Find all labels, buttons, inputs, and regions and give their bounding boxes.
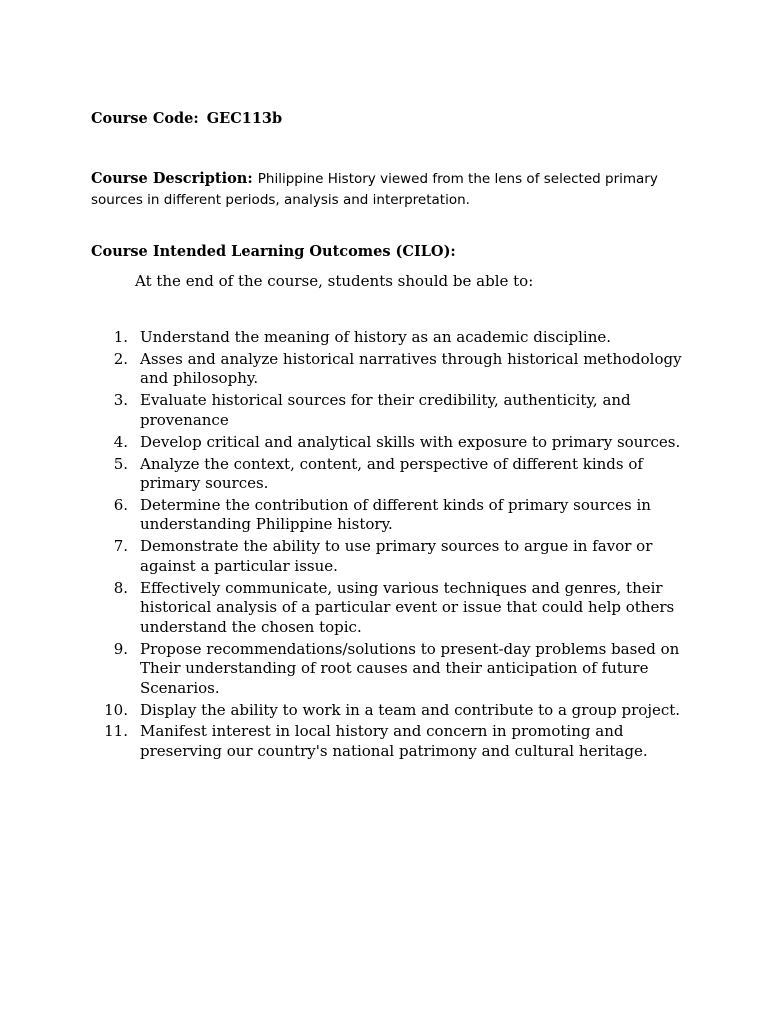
course-code-label: Course Code: — [91, 110, 199, 127]
outcome-number: 7. — [113, 537, 128, 556]
outcome-number: 4. — [113, 432, 128, 451]
course-code-line — [91, 110, 282, 127]
outcome-number: 2. — [113, 349, 128, 368]
outcome-item — [0, 350, 696, 389]
outcome-item — [0, 496, 696, 535]
course-description-label: Course Description: — [91, 170, 253, 187]
outcome-item — [0, 701, 696, 721]
course-description — [91, 168, 671, 210]
outcome-number: 1. — [113, 328, 128, 346]
outcome-text: Understand the meaning of history as an academic discipline. — [140, 328, 612, 346]
outcome-number: 9. — [113, 639, 128, 658]
outcome-text: Analyze the context, content, and perspective of different kinds of primary sources. — [140, 454, 643, 493]
outcome-text: Demonstrate the ability to use primary sources to argue in favor or against a particular issue. — [140, 537, 653, 575]
outcome-item — [0, 433, 696, 453]
outcome-item — [0, 455, 696, 494]
outcome-number: 11. — [104, 722, 128, 741]
cilo-intro: At the end of the course, students should be able to: — [135, 272, 534, 290]
outcome-item — [0, 640, 696, 699]
cilo-heading: Course Intended Learning Outcomes (CILO): — [91, 243, 456, 260]
outcome-number: 5. — [113, 454, 128, 473]
outcome-item — [0, 722, 696, 761]
outcome-text: Manifest interest in local history and concern in promoting and preserving our country's national patrimony and cultural heritage. — [140, 722, 648, 760]
outcome-text: Evaluate historical sources for their credibility, authenticity, and provenance — [140, 391, 631, 429]
outcome-text: Determine the contribution of different kinds of primary sources in understanding Philippine history. — [140, 495, 651, 534]
outcome-number: 8. — [113, 578, 128, 597]
outcome-text: Asses and analyze historical narratives through historical methodology and philosophy. — [140, 349, 682, 388]
outcome-item — [0, 579, 696, 638]
outcome-item — [0, 328, 696, 348]
outcome-number: 10. — [104, 700, 128, 719]
outcome-number: 3. — [113, 391, 128, 410]
outcome-text: Develop critical and analytical skills with exposure to primary sources. — [140, 432, 681, 451]
outcome-number: 6. — [113, 495, 128, 514]
outcome-item — [0, 537, 696, 576]
course-code-value: GEC113b — [206, 110, 283, 127]
course-description-text: Philippine History viewed from the lens of selected primary sources in different periods, analysis and interpretation. — [91, 171, 658, 208]
outcome-text: Propose recommendations/solutions to present-day problems based on Their understanding of root causes and their anticipation of future Scenarios. — [140, 639, 680, 697]
outcome-text: Effectively communicate, using various techniques and genres, their historical analysis of a particular event or issue that could help others understand the chosen topic. — [140, 578, 675, 636]
outcomes-list — [0, 328, 768, 764]
outcome-text: Display the ability to work in a team and contribute to a group project. — [140, 700, 681, 719]
outcome-item — [0, 391, 696, 430]
